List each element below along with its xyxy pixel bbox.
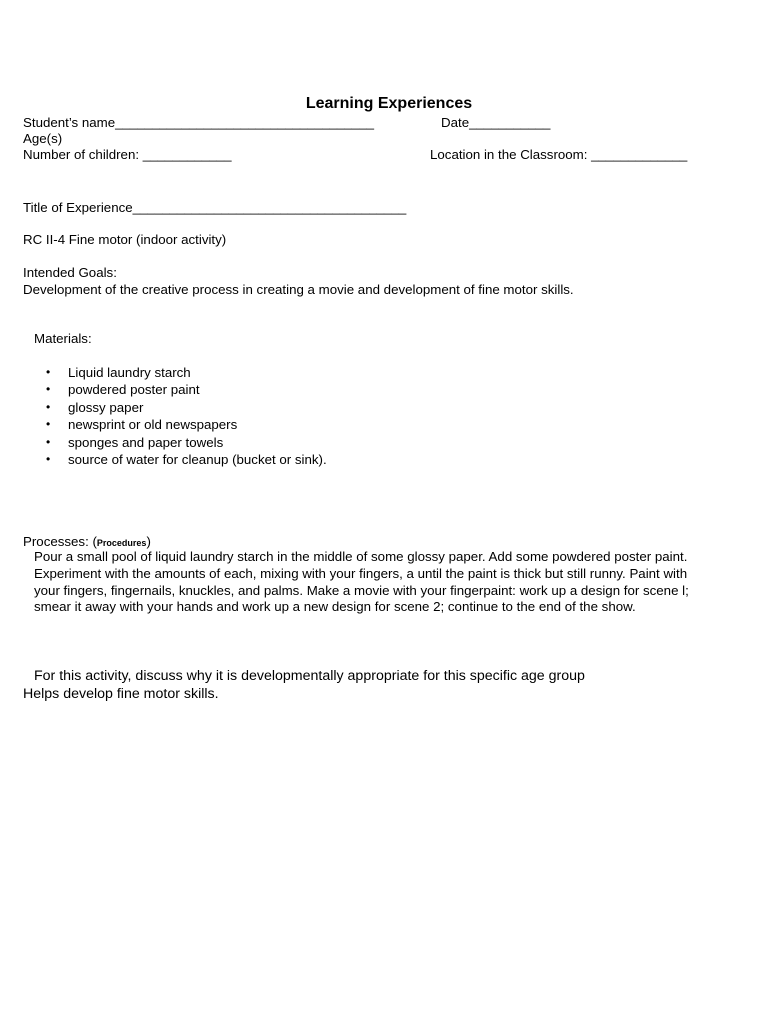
list-item bbox=[46, 399, 327, 416]
materials-label: Materials: bbox=[34, 331, 92, 346]
material-item: sponges and paper towels bbox=[68, 434, 224, 450]
list-item bbox=[46, 416, 327, 433]
bullet-icon: • bbox=[46, 365, 51, 379]
student-name-field: Student’s name___________________________________ bbox=[23, 115, 374, 130]
list-item bbox=[46, 381, 327, 398]
material-item: Liquid laundry starch bbox=[68, 365, 191, 380]
bullet-icon: • bbox=[46, 399, 51, 414]
ages-field: Age(s) bbox=[23, 131, 63, 146]
discussion-prompt: For this activity, discuss why it is developmentally appropriate for this specific age group bbox=[34, 668, 585, 684]
title-of-experience-field: Title of Experience_____________________________________ bbox=[23, 200, 407, 215]
material-item: glossy paper bbox=[68, 399, 144, 415]
list-item bbox=[46, 434, 327, 451]
location-field: Location in the Classroom: _____________ bbox=[430, 147, 688, 162]
processes-text: Pour a small pool of liquid laundry starch in the middle of some glossy paper. Add some powdered poster paint. Experiment with the amounts of each, mixing with your fingers, a until the paint is thick but still runny. Paint with your fingers, fingernails, knuckles, and palms. Make a movie with your fingerpaint: work up a design for scene l; smear it away with your hands and work up a new design for scene 2; continue to the end of the show. bbox=[34, 549, 689, 615]
rc-line: RC II-4 Fine motor (indoor activity) bbox=[23, 232, 227, 247]
procedures-sublabel: Procedures bbox=[96, 538, 147, 548]
discussion-answer: Helps develop fine motor skills. bbox=[23, 686, 219, 702]
material-item: source of water for cleanup (bucket or sink). bbox=[68, 451, 327, 467]
bullet-icon: • bbox=[46, 417, 51, 432]
intended-goals-label: Intended Goals: bbox=[23, 265, 117, 280]
bullet-icon: • bbox=[46, 382, 51, 397]
number-of-children-field: Number of children: ____________ bbox=[23, 147, 232, 162]
list-item bbox=[46, 364, 327, 381]
bullet-icon: • bbox=[46, 434, 51, 449]
list-item bbox=[46, 451, 327, 468]
date-field: Date___________ bbox=[441, 115, 551, 130]
material-item: powdered poster paint bbox=[68, 382, 200, 398]
document-title: Learning Experiences bbox=[305, 95, 473, 112]
materials-list bbox=[46, 364, 327, 468]
processes-close-paren: ) bbox=[146, 534, 151, 549]
intended-goals-text: Development of the creative process in creating a movie and development of fine motor skills. bbox=[23, 282, 574, 297]
processes-label: Processes: ( bbox=[23, 534, 97, 549]
material-item: newsprint or old newspapers bbox=[68, 417, 238, 433]
bullet-icon: • bbox=[46, 451, 51, 466]
